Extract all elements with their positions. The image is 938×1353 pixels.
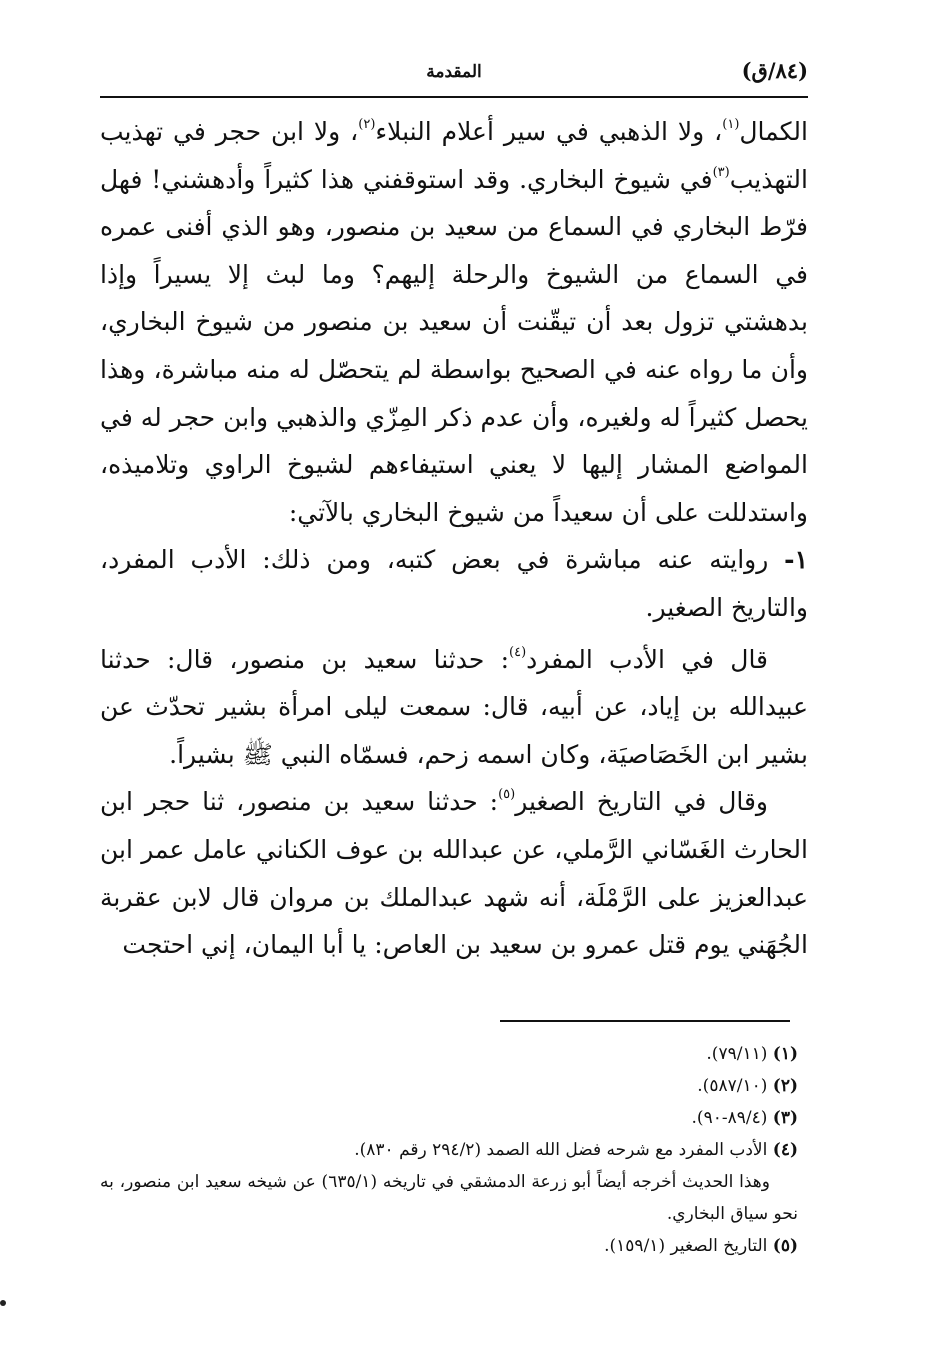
running-title: المقدمة xyxy=(426,62,482,82)
footnote-ref-1[interactable]: (١) xyxy=(722,117,740,132)
paragraph-1: الكمال$^{(١)}$، ولا الذهبي في سير أعلام النبلاء$^{(٢)}$، ولا ابن حجر في تهذيب التهذيب$^{(٣)}$في شيوخ البخاري. وقد استوقفني هذا كثيراً وأدهشني! فهل فرّط البخاري في السماع من سعيد بن منصور، وهو الذي أفنى عمره في السماع من الشيوخ والرحلة إليهم؟ وما لبث إلا يسيراً وإذا بدهشتي تزول بعد أن تيقّنت أن سعيد بن منصور من شيوخ البخاري، وأن ما رواه عنه في الصحيح بواسطة لم يتحصّل له منه مباشرة، وهذا يحصل كثيراً له ولغيره، وأن عدم ذكر المِزّي والذهبي وابن حجر له في المواضع المشار إليها لا يعني استيفاءهم لشيوخ الراوي وتلاميذه، واستدللت على أن سعيداً من شيوخ البخاري بالآتي: xyxy=(100,117,808,527)
footnote-3: (٣) (٨٩/٤-٩٠). xyxy=(691,1108,798,1128)
footnote-ref-5[interactable]: (٥) xyxy=(498,787,516,803)
footnote-separator xyxy=(500,1020,790,1022)
footnote-2: (٢) (٥٨٧/١٠). xyxy=(697,1076,798,1096)
page-header xyxy=(100,58,808,94)
page-reference: (٨٤/ق) xyxy=(741,58,808,83)
scan-speck xyxy=(0,1300,6,1306)
list-item-1: ١- روايته عنه مباشرة في بعض كتبه، ومن ذلك: الأدب المفرد، والتاريخ الصغير. xyxy=(100,545,808,622)
footnote-ref-4[interactable]: (٤) xyxy=(509,644,527,660)
main-text xyxy=(100,108,808,969)
footnote-ref-2[interactable]: (٢) xyxy=(358,117,376,132)
footnote-5: (٥) التاريخ الصغير (١٥٩/١). xyxy=(604,1236,798,1256)
footnote-4: (٤) الأدب المفرد مع شرحه فضل الله الصمد (٢٩٤/٢ رقم ٨٣٠). xyxy=(354,1140,798,1160)
header-rule xyxy=(100,96,808,98)
list-number: ١- xyxy=(784,545,808,575)
footnote-4-continuation: وهذا الحديث أخرجه أيضاً أبو زرعة الدمشقي في تاريخه (٦٣٥/١) عن شيخه سعيد ابن منصور، به نحو سياق البخاري. xyxy=(100,1172,798,1224)
footnote-1: (١) (٧٩/١١). xyxy=(706,1044,798,1064)
paragraph-3: وقال في التاريخ الصغير$^{(٥)}$: حدثنا سعيد بن منصور، ثنا حجر ابن الحارث الغَسّاني الرَّملي، عن عبدالله بن عوف الكناني عامل عمر ابن عبدالعزيز على الرَّمْلَة، أنه شهد عبدالملك بن مروان قال لابن عقربة الجُهَني يوم قتل عمرو بن سعيد بن العاص: يا أبا اليمان، إني احتجت xyxy=(100,787,808,960)
footnotes xyxy=(100,1038,798,1262)
paragraph-2: قال في الأدب المفرد$^{(٤)}$: حدثنا سعيد بن منصور، قال: حدثنا عبيدالله بن إياد، عن أبيه، قال: سمعت ليلى امرأة بشير تحدّث عن بشير ابن الخَصَاصيَة، وكان اسمه زحم، فسمّاه النبي ﷺ بشيراً. xyxy=(100,644,808,769)
footnote-ref-3[interactable]: (٣) xyxy=(712,164,730,180)
